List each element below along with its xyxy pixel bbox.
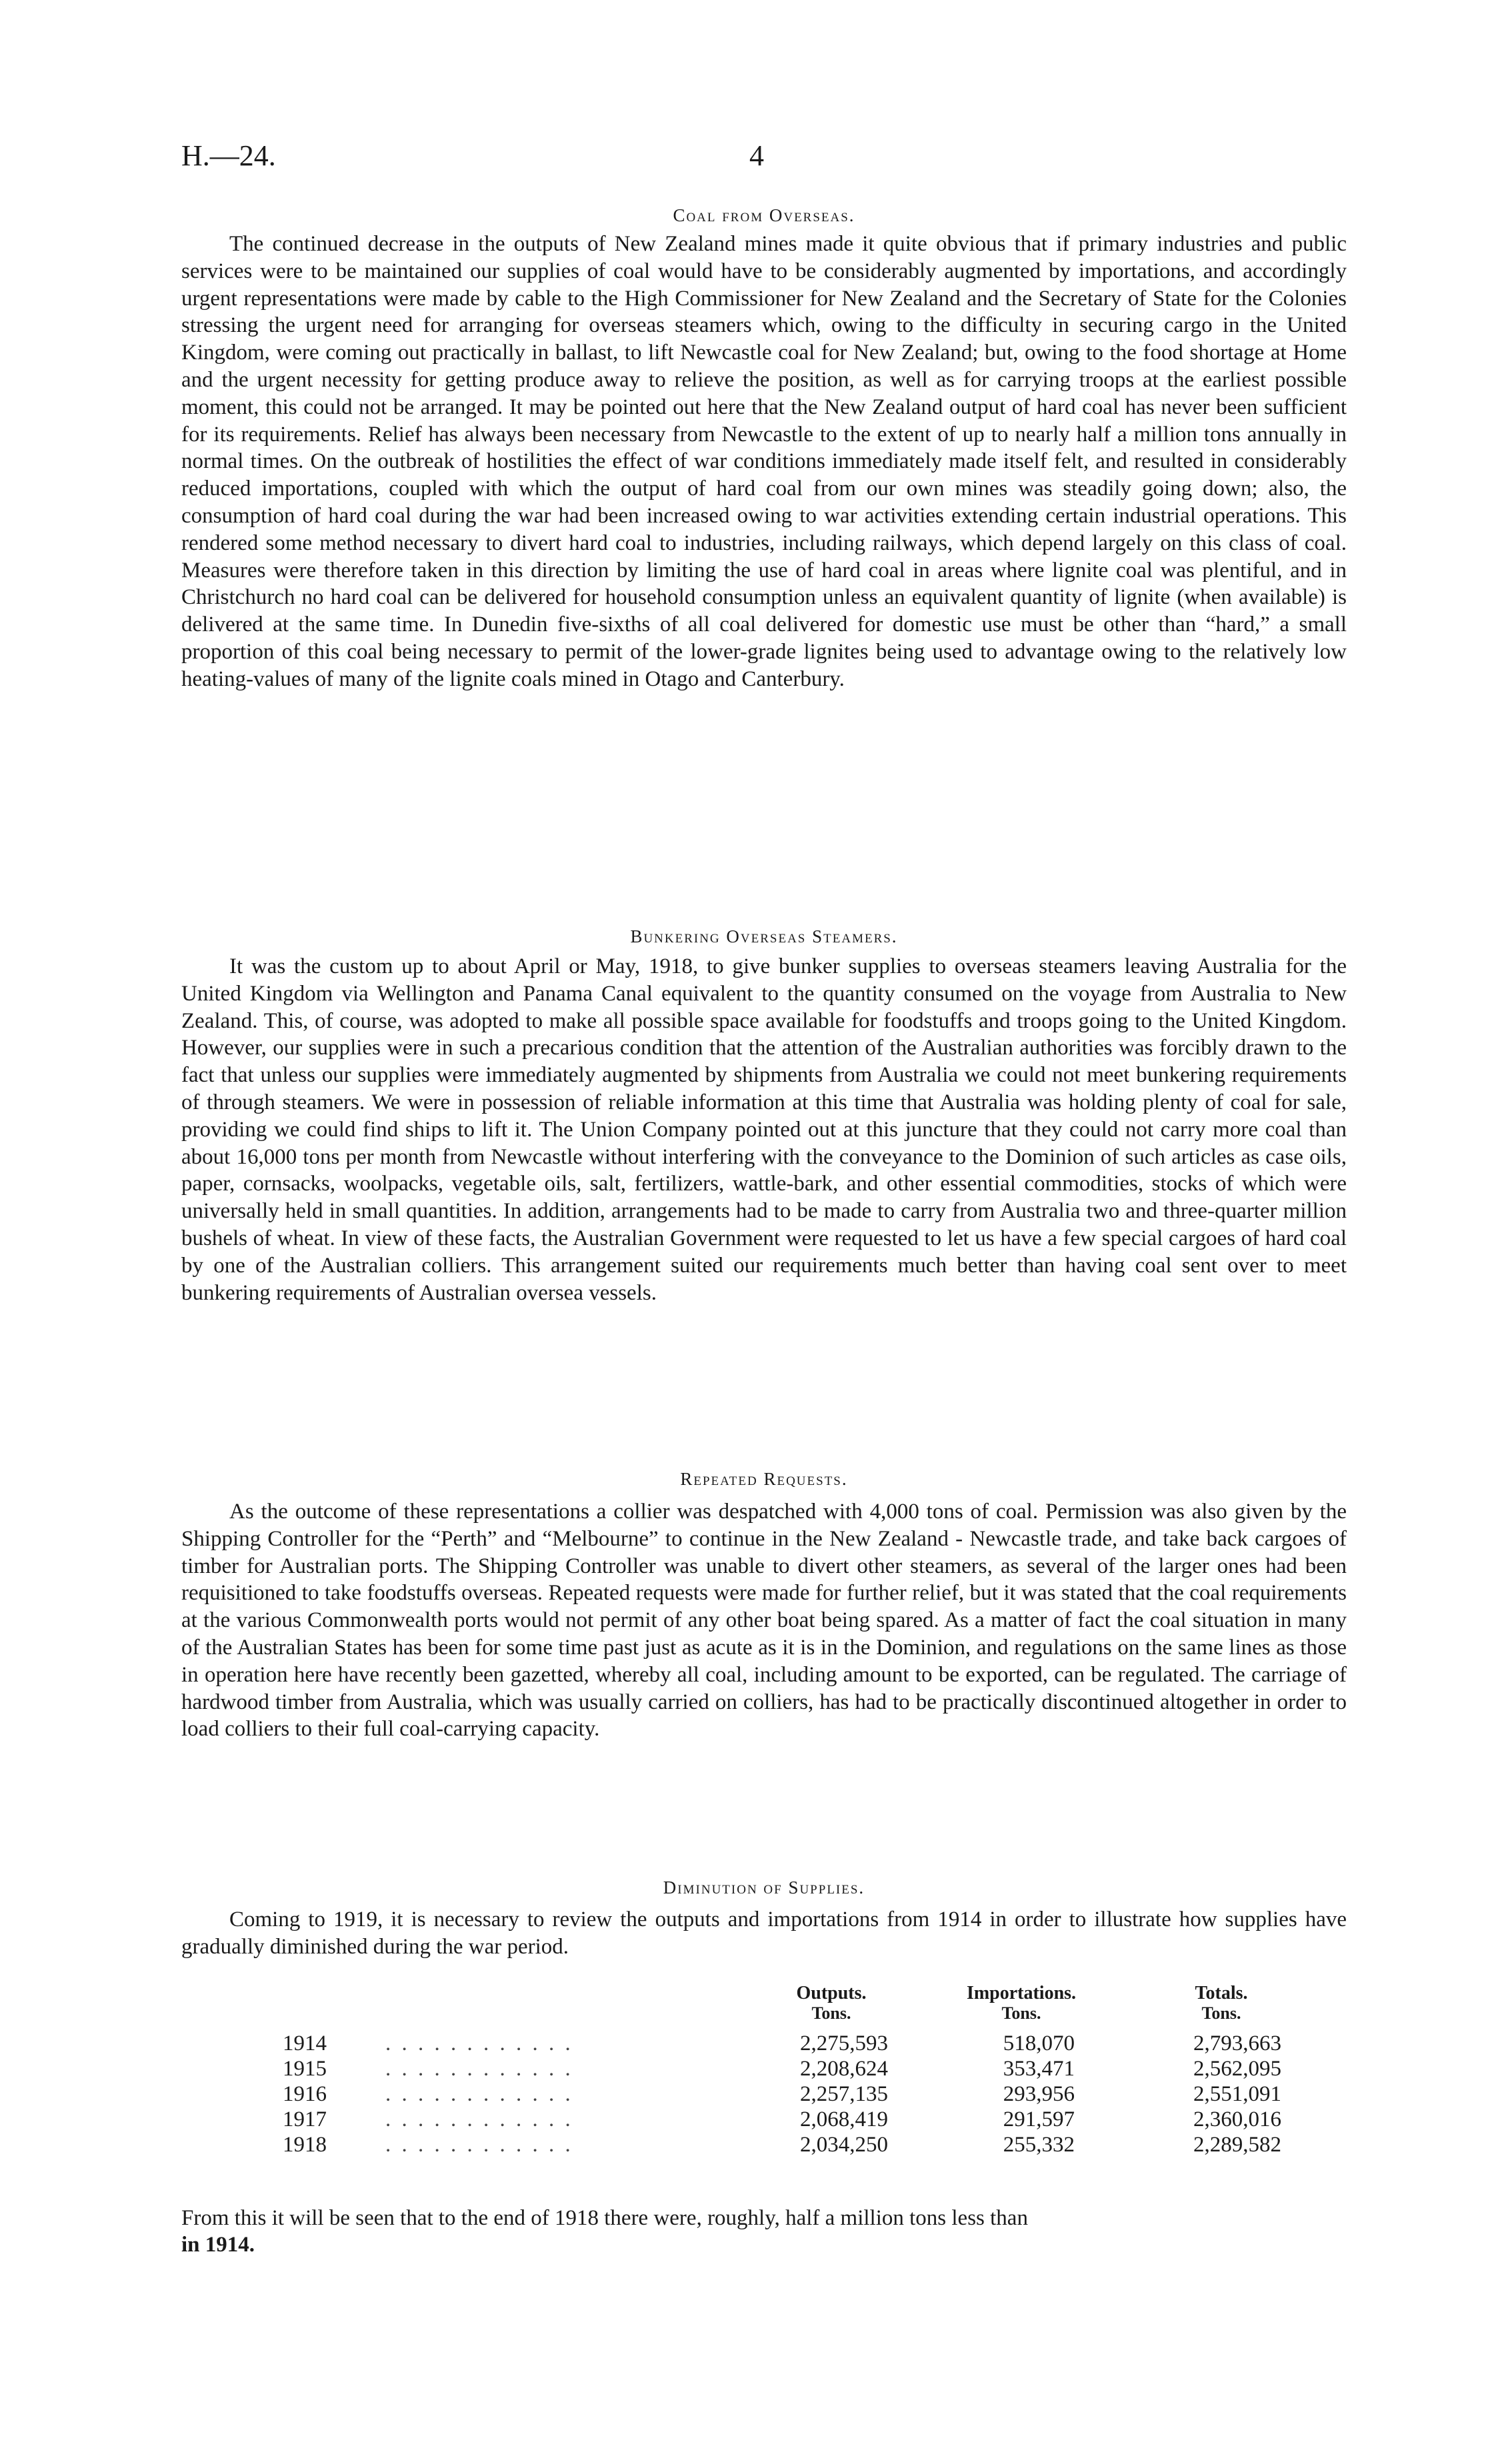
section-body-coal-from-overseas (181, 231, 1347, 693)
column-header-totals (1141, 1983, 1301, 2023)
paragraph: As the outcome of these representations a collier was despatched with 4,000 tons of coal. Permission was also given by the Shipping Controller for the “Perth” and “Melbourne” to continue in the New Zealand - Newcastle trade, and take back cargoes of timber for Australian ports. The Shipping Controller was unable to divert other steamers, as several of the larger ones had been requisitioned to take foodstuffs overseas. Repeated requests were made for further relief, but it was stated that the coal requirements at the various Commonwealth ports would not permit of any other boat being spared. As a matter of fact the coal situation in many of the Australian States has been for some time past just as acute as it is in the Dominion, and regulations on the same lines as those in operation here have recently been gazetted, whereby all coal, including amount to be exported, can be regulated. The carriage of hardwood timber from Australia, which was usually carried on colliers, has had to be practically discontinued altogether in order to load colliers to their full coal-carrying capacity. (181, 1500, 1347, 1742)
column-label: Outputs. (796, 1983, 867, 2003)
table-row (181, 2031, 1347, 2058)
closing-emphasis: in 1914. (181, 2233, 255, 2257)
section-body-diminution-of-supplies (181, 1906, 1347, 1961)
column-header-outputs (748, 1983, 915, 2023)
row-year: 1918 (283, 2133, 327, 2157)
column-header-importations (928, 1983, 1115, 2023)
paragraph: It was the custom up to about April or May, 1918, to give bunker supplies to overseas steamers leaving Australia for the United Kingdom via Wellington and Panama Canal equivalent to the quantity consumed on the voyage from Australia to New Zealand. This, of course, was adopted to make all possible space available for foodstuffs and troops going to the United Kingdom. However, our supplies were in such a precarious condition that the attention of the Australian authorities was forcibly drawn to the fact that unless our supplies were immediately augmented by shipments from Australia we could not meet bunkering requirements of through steamers. We were in possession of reliable information at this time that Australia was holding plenty of coal for sale, providing we could find ships to lift it. The Union Company pointed out at this juncture that they could not carry more coal than about 16,000 tons per month from Newcastle without interfering with the conveyance to the Dominion of such articles as case oils, paper, cornsacks, woolpacks, vegetable oils, salt, fertilizers, wattle-bark, and other essential commodities, stocks of which were universally held in small quantities. In addition, arrangements had to be made to carry from Australia two and three-quarter million bushels of wheat. In view of these facts, the Australian Government were requested to let us have a few special cargoes of hard coal by one of the Australian colliers. This arrangement suited our requirements much better than having coal sent over to meet bunkering requirements of Australian oversea vessels. (181, 954, 1347, 1305)
closing-paragraph (181, 2205, 1347, 2258)
row-leader: . . . . . . . . . . . . (385, 2057, 573, 2081)
row-totals: 2,289,582 (1193, 2133, 1281, 2157)
row-year: 1917 (283, 2107, 327, 2131)
row-importations: 293,956 (1003, 2082, 1075, 2106)
section-body-repeated-requests (181, 1498, 1347, 1743)
row-outputs: 2,275,593 (800, 2031, 888, 2055)
row-outputs: 2,034,250 (800, 2133, 888, 2157)
section-title: Coal from Overseas. (673, 205, 855, 225)
row-totals: 2,360,016 (1193, 2107, 1281, 2131)
row-importations: 518,070 (1003, 2031, 1075, 2055)
column-label: Importations. (966, 1983, 1077, 2003)
row-outputs: 2,257,135 (800, 2082, 888, 2106)
table-row (181, 2057, 1347, 2083)
row-importations: 291,597 (1003, 2107, 1075, 2131)
table-row (181, 2133, 1347, 2159)
row-year: 1915 (283, 2057, 327, 2081)
row-leader: . . . . . . . . . . . . (385, 2031, 573, 2055)
column-unit: Tons. (1201, 2003, 1241, 2023)
section-title: Bunkering Overseas Steamers. (630, 926, 898, 946)
row-importations: 255,332 (1003, 2133, 1075, 2157)
section-heading-diminution-of-supplies (181, 1877, 1347, 1898)
row-year: 1916 (283, 2082, 327, 2106)
column-unit: Tons. (811, 2003, 851, 2023)
row-leader: . . . . . . . . . . . . (385, 2082, 573, 2106)
column-label: Totals. (1195, 1983, 1248, 2003)
section-heading-coal-from-overseas (181, 205, 1347, 226)
row-leader: . . . . . . . . . . . . (385, 2107, 573, 2131)
document-reference: H.—24. (181, 139, 276, 172)
row-year: 1914 (283, 2031, 327, 2055)
row-leader: . . . . . . . . . . . . (385, 2133, 573, 2157)
table-row (181, 2107, 1347, 2134)
row-totals: 2,562,095 (1193, 2057, 1281, 2081)
row-totals: 2,793,663 (1193, 2031, 1281, 2055)
section-title: Repeated Requests. (680, 1469, 848, 1489)
paragraph: Coming to 1919, it is necessary to review the outputs and importations from 1914 in order to illustrate how supplies have gradually diminished during the war period. (181, 1907, 1347, 1959)
row-importations: 353,471 (1003, 2057, 1075, 2081)
row-totals: 2,551,091 (1193, 2082, 1281, 2106)
paragraph: The continued decrease in the outputs of New Zealand mines made it quite obvious that if primary industries and public services were to be maintained our supplies of coal would have to be considerably augmented by importations, and accordingly urgent representations were made by cable to the High Commissioner for New Zealand and the Secretary of State for the Colonies stressing the urgent need for arranging for overseas steamers which, owing to the difficulty in securing cargo in the United Kingdom, were coming out practically in ballast, to lift Newcastle coal for New Zealand; but, owing to the food shortage at Home and the urgent necessity for getting produce away to relieve the position, as well as for carrying troops at the earliest possible moment, this could not be arranged. It may be pointed out here that the New Zealand output of hard coal has never been sufficient for its requirements. Relief has always been necessary from Newcastle to the extent of up to nearly half a million tons annually in normal times. On the outbreak of hostilities the effect of war conditions immediately made itself felt, and resulted in considerably reduced importations, coupled with which the output of hard coal from our own mines was steadily going down; also, the consumption of hard coal during the war had been increased owing to war activities extending certain industrial operations. This rendered some method necessary to divert hard coal to industries, including railways, which depend largely on this class of coal. Measures were therefore taken in this direction by limiting the use of hard coal in areas where lignite coal was plentiful, and in Christchurch no hard coal can be delivered for household consumption unless an equivalent quantity of lignite (when available) is delivered at the same time. In Dunedin five-sixths of all coal delivered for domestic use must be other than “hard,” a small proportion of this coal being necessary to permit of the lower-grade lignites being used to advantage owing to the relatively low heating-values of many of the lignite coals mined in Otago and Canterbury. (181, 232, 1347, 691)
section-heading-repeated-requests (181, 1469, 1347, 1490)
page-number: 4 (749, 139, 764, 172)
row-outputs: 2,208,624 (800, 2057, 888, 2081)
closing-text: From this it will be seen that to the end of 1918 there were, roughly, half a million tons less than (181, 2206, 1028, 2230)
section-heading-bunkering-overseas-steamers (181, 926, 1347, 947)
section-body-bunkering-overseas-steamers (181, 953, 1347, 1306)
row-outputs: 2,068,419 (800, 2107, 888, 2131)
table-row (181, 2082, 1347, 2109)
section-title: Diminution of Supplies. (663, 1877, 865, 1897)
column-unit: Tons. (1001, 2003, 1041, 2023)
